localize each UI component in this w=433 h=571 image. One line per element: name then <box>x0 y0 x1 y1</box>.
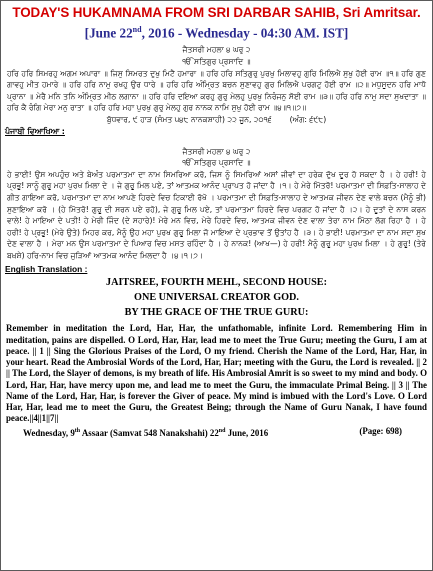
punjabi-ik-onkar: ੴ ਸਤਿਗੁਰ ਪ੍ਰਸਾਦਿ ॥ <box>182 158 251 168</box>
footer-prefix: Wednesday, 9 <box>23 427 75 438</box>
gurmukhi-raag-heading: ਜੈਤਸਰੀ ਮਹਲਾ ੪ ਘਰੁ ੨ <box>182 45 251 55</box>
page-reference: (Page: 698) <box>359 425 402 436</box>
page-title: TODAY'S HUKAMNAMA FROM SRI DARBAR SAHIB, Sri Amritsar. <box>12 5 421 20</box>
footer-mid: Assaar (Samvat 548 Nanakshahi) 22 <box>80 427 219 438</box>
punjabi-raag-heading: ਜੈਤਸਰੀ ਮਹਲਾ ੪ ਘਰੁ ੨ <box>182 146 251 156</box>
punjabi-explanation: ਹੇ ਭਾਈ! ਉਸ ਅਪਹੁੰਚ ਅਤੇ ਬੇਅੰਤ ਪਰਮਾਤਮਾ ਦਾ ਨਾਮ ਸਿਮਰਿਆ ਕਰੋ, ਜਿਸ ਨੂੰ ਸਿਮਰਿਆਂ ਅਸਾਂ ਜੀਵਾਂ ਦਾ ਹਰੇਕ ਦੁੱਖ ਦੂਰ ਹੋ ਸਕਦਾ ਹੈ । ਹੇ ਹਰੀ! ਹੇ ਪ੍ਰਭੂ! ਸਾਨੂੰ ਗੁਰੂ ਮਹਾ ਪੁਰਖ ਮਿਲਾ ਦੇ । ਜੇ ਗੁਰੂ ਮਿਲ ਪਏ, ਤਾਂ ਆਤਮਕ ਆਨੰਦ ਪ੍ਰਾਪਤ ਹੋ ਜਾਂਦਾ ਹੈ ।੧। ਹੇ ਮੇਰੇ ਮਿੱਤਰੋ! ਪਰਮਾਤਮਾ ਦੀ ਸਿਫ਼ਤਿ-ਸਾਲਾਹ ਦੇ ਗੀਤ ਗਾਇਆ ਕਰੋ, ਪਰਮਾਤਮਾ ਦਾ ਨਾਮ ਆਪਣੇ ਹਿਰਦੇ ਵਿਚ ਟਿਕਾਈ ਰੱਖੋ । ਪਰਮਾਤਮਾ ਦੀ ਸਿਫ਼ਤਿ-ਸਾਲਾਹ ਦੇ ਆਤਮਕ ਜੀਵਨ ਦੇਣ ਵਾਲੇ ਬਚਨ (ਮੈਨੂੰ ਭੀ) ਸੁਣਾਇਆ ਕਰੋ । (ਹੇ ਮਿੱਤਰੋ! ਗੁਰੂ ਦੀ ਸਰਨ ਪਏ ਰਹੋ), ਜੇ ਗੁਰੂ ਮਿਲ ਪਏ, ਤਾਂ ਪਰਮਾਤਮਾ ਹਿਰਦੇ ਵਿਚ ਪਰਗਟ ਹੋ ਜਾਂਦਾ ਹੈ ।੨। ਹੇ ਦੂਤਾਂ ਦੇ ਨਾਸ ਕਰਨ ਵਾਲੇ! ਹੇ ਮਾਇਆ ਦੇ ਪਤੀ! ਹੇ ਮੇਰੀ ਜਿੰਦ (ਦੇ ਸਹਾਰੇ)! ਮੇਰੇ ਮਨ ਵਿਚ, ਮੇਰੇ ਹਿਰਦੇ ਵਿਚ, ਆਤਮਕ ਜੀਵਨ ਦੇਣ ਵਾਲਾ ਤੇਰਾ ਨਾਮ ਮਿੱਠਾ ਲੱਗ ਰਿਹਾ ਹੈ । ਹੇ ਹਰੀ! ਹੇ ਪ੍ਰਭੂ! (ਮੇਰੇ ਉਤੇ) ਮਿਹਰ ਕਰ, ਮੈਨੂੰ ਉਹ ਮਹਾ ਪੁਰਖ ਗੁਰੂ ਮਿਲਾ ਜੋ ਮਾਇਆ ਦੇ ਪ੍ਰਭਾਵ ਤੋਂ ਉਤਾਂਹ ਹੈ ।੩। ਹੇ ਭਾਈ! ਪਰਮਾਤਮਾ ਦਾ ਨਾਮ ਸਦਾ ਸੁਖ ਦੇਣ ਵਾਲਾ ਹੈ । ਮੇਰਾ ਮਨ ਉਸ ਪਰਮਾਤਮਾ ਦੇ ਪਿਆਰ ਵਿਚ ਮਸਤ ਰਹਿੰਦਾ ਹੈ । ਹੇ ਨਾਨਕ! (ਆਖ—) ਹੇ ਹਰੀ! ਮੈਨੂੰ ਗੁਰੂ ਮਹਾ ਪੁਰਖ ਮਿਲਾ । ਹੇ ਗੁਰੂ! (ਤੇਰੇ ਬਖ਼ਸ਼ੇ) ਹਰਿ-ਨਾਮ ਵਿਚ ਜੁੜਿਆਂ ਆਤਮਕ ਆਨੰਦ ਮਿਲਦਾ ਹੈ ।੪।੧।੭। <box>7 169 426 260</box>
footer-sup-1: th <box>74 427 81 434</box>
punjabi-heading: ਪੰਜਾਬੀ ਵਿਆਖਿਆ : <box>5 126 65 136</box>
gurmukhi-date-line <box>1 114 432 126</box>
footer-suffix: June, 2016 <box>225 427 269 438</box>
english-heading: English Translation : <box>5 264 88 275</box>
english-translation: Remember in meditation the Lord, Har, Har, the unfathomable, infinite Lord. Remembering Him in meditation, pains are dispelled. O Lord, Har, Har, lead me to meet the True Guru; meeting the Guru, I am at peace. || 1 || Sing the Glorious Praises of the Lord, O my friend. Cherish the Name of the Lord, Har, Har, in your heart. Read the Ambrosial Words of the Lord, Har, Har; meeting with the Guru, the Lord is revealed. || 2 || The Lord, the Slayer of demons, is my breath of life. His Ambrosial Amrit is so sweet to my mind and body. O Lord, Har, Har, have mercy upon me, and lead me to meet the Guru, the immaculate Primal Being. || 3 || The Name of the Lord, Har, Har, is forever the Giver of peace. My mind is imbued with the Lord's Love. O Lord Har, Har, lead me to meet the Guru, the Greatest Being; through the Name of Guru Nanak, I have found peace.||4||1||7|| <box>6 323 427 424</box>
english-grace: BY THE GRACE OF THE TRUE GURU: <box>124 307 309 319</box>
english-creator: ONE UNIVERSAL CREATOR GOD. <box>134 292 299 304</box>
date-suffix: , 2016 - Wednesday - 04:30 AM. IST] <box>141 25 349 41</box>
gurmukhi-date: ਬੁੱਧਵਾਰ, ੯ ਹਾੜ (ਸੰਮਤ ੫੪੮ ਨਾਨਕਸ਼ਾਹੀ) ੨੨ ਜੂਨ, ੨੦੧੬ <box>106 114 272 124</box>
english-raag: JAITSREE, FOURTH MEHL, SECOND HOUSE: <box>106 277 327 289</box>
ang-reference: (ਅੰਗ: ੬੯੮) <box>289 114 327 124</box>
footer-sup-2: nd <box>218 427 226 434</box>
gurmukhi-ik-onkar: ੴ ਸਤਿਗੁਰ ਪ੍ਰਸਾਦਿ ॥ <box>182 56 251 66</box>
date-header <box>1 21 432 41</box>
english-date-line <box>1 425 432 439</box>
date-prefix: [June 22 <box>84 25 133 41</box>
date-sup: nd <box>132 25 142 34</box>
gurmukhi-shabad: ਹਰਿ ਹਰਿ ਸਿਮਰਹੁ ਅਗਮ ਅਪਾਰਾ ॥ ਜਿਸੁ ਸਿਮਰਤ ਦੁਖੁ ਮਿਟੈ ਹਮਾਰਾ ॥ ਹਰਿ ਹਰਿ ਸਤਿਗੁਰੁ ਪੁਰਖੁ ਮਿਲਾਵਹੁ ਗੁਰਿ ਮਿਲਿਐ ਸੁਖੁ ਹੋਈ ਰਾਮ ॥੧॥ ਹਰਿ ਗੁਣ ਗਾਵਹੁ ਮੀਤ ਹਮਾਰੇ ॥ ਹਰਿ ਹਰਿ ਨਾਮੁ ਰਖਹੁ ਉਰ ਧਾਰੇ ॥ ਹਰਿ ਹਰਿ ਅੰਮ੍ਰਿਤ ਬਚਨ ਸੁਣਾਵਹੁ ਗੁਰ ਮਿਲਿਐ ਪਰਗਟੁ ਹੋਈ ਰਾਮ ॥੨॥ ਮਧੁਸੂਦਨ ਹਰਿ ਮਾਧੋ ਪ੍ਰਾਨਾ ॥ ਮੇਰੈ ਮਨਿ ਤਨਿ ਅੰਮ੍ਰਿਤ ਮੀਠ ਲਗਾਨਾ ॥ ਹਰਿ ਹਰਿ ਦਇਆ ਕਰਹੁ ਗੁਰੁ ਮੇਲਹੁ ਪੁਰਖੁ ਨਿਰੰਜਨੁ ਸੋਈ ਰਾਮ ॥੩॥ ਹਰਿ ਹਰਿ ਨਾਮੁ ਸਦਾ ਸੁਖਦਾਤਾ ॥ ਹਰਿ ਕੈ ਰੰਗਿ ਮੇਰਾ ਮਨੁ ਰਾਤਾ ॥ ਹਰਿ ਹਰਿ ਮਹਾ ਪੁਰਖੁ ਗੁਰੁ ਮੇਲਹੁ ਗੁਰ ਨਾਨਕ ਨਾਮਿ ਸੁਖੁ ਹੋਈ ਰਾਮ ॥੪॥੧॥੭॥ <box>7 68 426 113</box>
